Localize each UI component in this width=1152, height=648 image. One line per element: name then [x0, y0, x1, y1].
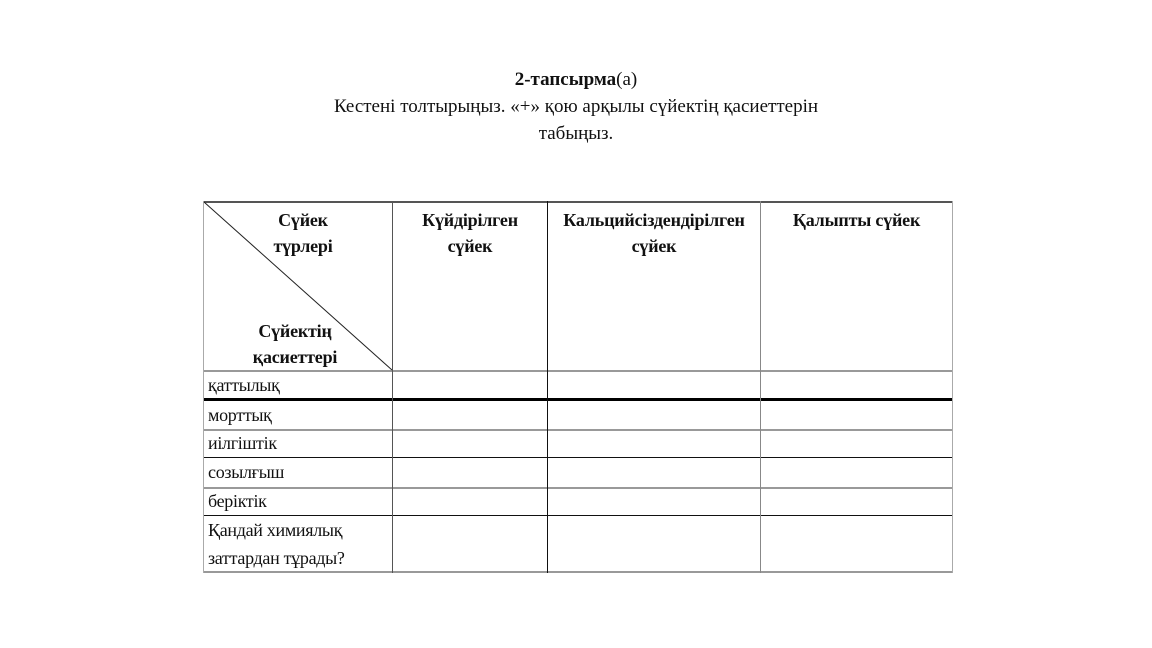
table-right-border — [952, 201, 953, 573]
column-header-normal-bone — [761, 207, 952, 233]
row-label-line2: заттардан тұрады? — [208, 548, 345, 568]
answer-cell[interactable] — [761, 431, 952, 457]
answer-cell[interactable] — [761, 401, 952, 429]
corner-header-cell — [203, 201, 392, 370]
answer-cell[interactable] — [761, 458, 952, 487]
answer-cell[interactable] — [761, 516, 952, 571]
answer-cell[interactable] — [761, 489, 952, 515]
answer-cell[interactable] — [548, 489, 760, 515]
row-label-hardness: қаттылық — [208, 375, 280, 395]
row-label-elasticity: созылғыш — [208, 462, 285, 482]
column-header-line1: Күйдірілген — [422, 210, 518, 230]
answer-cell[interactable] — [548, 371, 760, 398]
bone-properties-table — [203, 201, 953, 573]
answer-cell[interactable] — [393, 516, 547, 571]
task-instruction-line2: табыңыз. — [538, 123, 614, 144]
corner-bottom-line1: Сүйектің — [258, 321, 332, 341]
row-label-line1: Қандай химиялық — [208, 520, 343, 540]
answer-cell[interactable] — [393, 401, 547, 429]
column-header-decalcified-bone — [548, 207, 760, 259]
corner-top-line1: Сүйек — [278, 210, 328, 230]
column-header-burnt-bone — [393, 207, 547, 259]
task-title-suffix: (а) — [616, 69, 638, 90]
answer-cell[interactable] — [548, 401, 760, 429]
column-header-line2: сүйек — [631, 236, 677, 256]
row-label-brittleness: морттық — [208, 405, 272, 425]
answer-cell[interactable] — [393, 489, 547, 515]
corner-top-line2: түрлері — [273, 236, 333, 256]
row-label-flexibility: иілгіштік — [208, 433, 277, 453]
corner-bottom-label — [245, 318, 345, 370]
task-heading — [0, 66, 1152, 147]
column-header-line2: сүйек — [447, 236, 493, 256]
task-instruction-line1: Кестені толтырыңыз. «+» қою арқылы сүйектің қасиеттерін — [333, 96, 819, 117]
corner-top-label — [258, 207, 348, 259]
answer-cell[interactable] — [548, 516, 760, 571]
answer-cell[interactable] — [548, 458, 760, 487]
task-title — [0, 66, 1152, 93]
row-label-strength: беріктік — [208, 491, 267, 511]
answer-cell[interactable] — [393, 458, 547, 487]
row-label-chemical-composition — [208, 516, 345, 572]
answer-cell[interactable] — [548, 431, 760, 457]
column-header-line1: Қалыпты сүйек — [792, 210, 921, 230]
corner-bottom-line2: қасиеттері — [252, 347, 338, 367]
column-header-line1: Кальцийсіздендірілген — [563, 210, 745, 230]
answer-cell[interactable] — [393, 371, 547, 398]
answer-cell[interactable] — [393, 431, 547, 457]
task-title-bold: 2-тапсырма — [514, 69, 617, 90]
answer-cell[interactable] — [761, 371, 952, 398]
